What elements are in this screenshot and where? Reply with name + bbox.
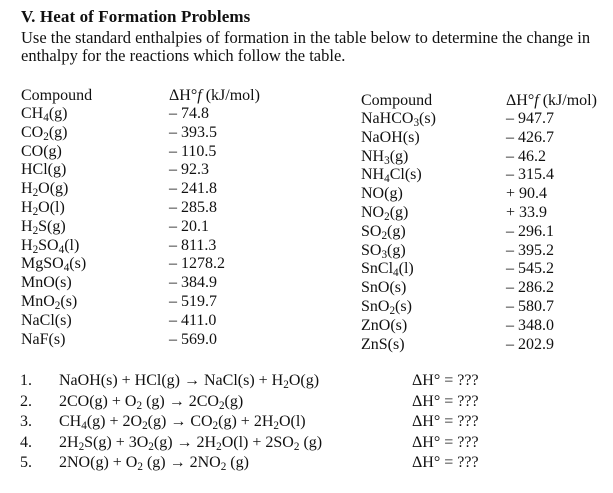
left-value-cell: – 393.5 [169,123,217,141]
right-value-cell: – 426.7 [506,128,554,146]
left-compound-cell: CO(g) [21,142,62,160]
enthalpy-answer: ΔH° = ??? [412,454,479,471]
right-compound-column [361,92,436,354]
left-value-header: ΔH°f (kJ/mol) [169,87,260,104]
reaction-equation: $2H_2S(g) + 3O_2(g) \to 2H_2O(l) + 2SO_2$ (g) [59,433,323,453]
left-value-cell: – 285.8 [169,198,217,216]
left-value-cell: – 811.3 [169,236,217,254]
right-compound-cell: ZnS(s) [361,335,405,353]
reaction-equation: $2CO(g) + O_2$ $(g) \to 2CO_2(g)$ [59,392,244,412]
left-compound-cell: $CO_2(g)$ [21,123,68,143]
right-compound-cell: NO(g) [361,185,403,203]
left-value-cell: – 20.1 [169,217,209,235]
problem-number: 1. [20,372,32,389]
left-compound-cell: $CH_4(g)$ [21,105,68,124]
left-compound-cell: MnO$_2$(s) [21,292,78,312]
right-value-cell: – 286.2 [506,279,554,297]
right-value-cell: – 315.4 [506,166,554,184]
left-value-cell: – 384.9 [169,274,217,292]
right-compound-cell: NaOH(s) [361,128,420,146]
left-value-cell: – 74.8 [169,105,209,122]
right-compound-cell: ZnO(s) [361,316,408,334]
left-value-cell: – 519.7 [169,292,217,310]
right-value-cell: – 296.1 [506,222,554,240]
problem-number: 4. [20,433,32,451]
right-value-cell: – 395.2 [506,241,554,259]
right-compound-cell: NaHCO$_3$(s) [361,110,436,129]
right-compound-cell: $SO_3(g)$ [361,241,406,261]
left-compound-cell: NaCl(s) [21,311,72,329]
reaction-equation: $CH_4(g) + 2O_2(g) \to CO_2(g) + 2H_2O(l)$ [59,413,306,432]
enthalpy-answer: ΔH° = ??? [412,392,479,410]
enthalpy-answer: ΔH° = ??? [412,372,479,389]
left-value-column [169,87,260,349]
right-value-cell: – 580.7 [506,297,554,315]
left-compound-cell: HCl(g) [21,161,67,179]
enthalpy-answer: ΔH° = ??? [412,413,479,430]
left-compound-cell: $H_2O(g)$ [21,180,69,199]
right-value-cell: – 947.7 [506,110,554,127]
left-compound-cell: MgSO$_4$(s) [21,255,87,275]
left-compound-cell: $H_2SO_4(l)$ [21,236,80,256]
left-compound-header: Compound [21,87,93,104]
problem-number: 3. [20,413,32,430]
left-compound-cell: $H_2S(g)$ [21,217,66,237]
right-compound-cell: SnCl$_4$(l) [361,260,414,280]
enthalpy-answer: ΔH° = ??? [412,433,479,451]
left-compound-cell: NaF(s) [21,330,66,348]
left-value-cell: – 1278.2 [169,255,225,273]
right-value-cell: – 46.2 [506,147,546,165]
right-compound-cell: $SO_2(g)$ [361,222,406,242]
right-value-cell: – 545.2 [506,260,554,278]
left-value-cell: – 92.3 [169,161,209,179]
left-value-cell: – 569.0 [169,330,217,348]
right-value-cell: – 348.0 [506,316,554,334]
left-value-cell: – 241.8 [169,180,217,198]
right-compound-header: Compound [361,92,433,109]
right-value-cell: – 202.9 [506,335,554,353]
right-value-header: ΔH°f (kJ/mol) [506,92,597,109]
reaction-equation: NaOH(s) + HCl(g) → NaCl(s) + $H_2O(g)$ [59,372,320,391]
right-compound-cell: SnO$_2$(s) [361,297,412,317]
right-compound-cell: SnO(s) [361,279,407,297]
right-value-cell: + 90.4 [506,185,548,203]
right-value-column [506,92,597,354]
left-value-cell: – 411.0 [169,311,217,329]
left-compound-column [21,87,92,349]
reaction-equation: $2NO(g) + O_2$ $(g) \to 2NO_2$ (g) [59,454,249,473]
left-value-cell: – 110.5 [169,142,217,160]
problem-number: 2. [20,392,32,410]
right-compound-cell: $NH_3(g)$ [361,147,409,167]
right-compound-cell: $NO_2(g)$ [361,203,409,223]
problem-number: 5. [20,454,32,471]
left-compound-cell: MnO(s) [21,274,72,292]
right-compound-cell: $NH_4Cl(s)$ [361,166,422,186]
left-compound-cell: $H_2O(l)$ [21,198,65,218]
section-title: V. Heat of Formation Problems [21,7,251,26]
instructions: Use the standard enthalpies of formation in the table below to determine the change in enthalpy for the reactions which follow the table. [21,28,591,65]
right-value-cell: + 33.9 [506,203,548,221]
